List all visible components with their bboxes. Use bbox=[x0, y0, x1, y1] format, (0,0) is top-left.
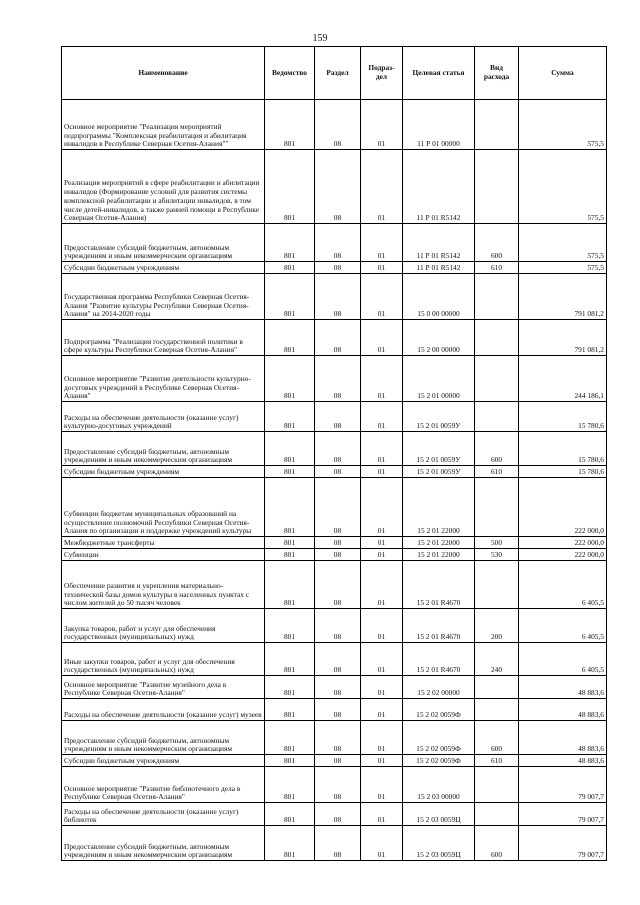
row-department: 801 bbox=[265, 609, 315, 643]
row-department: 801 bbox=[265, 150, 315, 224]
row-expense-type: 200 bbox=[475, 609, 519, 643]
row-subsection: 01 bbox=[361, 432, 403, 466]
row-department: 801 bbox=[265, 561, 315, 609]
row-section: 08 bbox=[315, 466, 361, 478]
row-target-article: 15 2 00 00000 bbox=[403, 320, 475, 356]
row-section: 08 bbox=[315, 561, 361, 609]
row-subsection: 01 bbox=[361, 561, 403, 609]
row-target-article: 15 2 02 0059Ф bbox=[403, 721, 475, 755]
row-name: Расходы на обеспечение деятельности (оказание услуг) музеев bbox=[62, 699, 265, 721]
table-row bbox=[62, 150, 607, 224]
row-name: Подпрограмма "Реализация государственной политики в сфере культуры Республики Северная Осетия-Алания" bbox=[62, 320, 265, 356]
row-name: Субсидии бюджетным учреждениям bbox=[62, 466, 265, 478]
row-subsection: 01 bbox=[361, 150, 403, 224]
row-section: 08 bbox=[315, 356, 361, 402]
row-name: Субвенции bbox=[62, 549, 265, 561]
row-amount: 244 186,1 bbox=[519, 356, 607, 402]
page-number: 159 bbox=[312, 33, 328, 44]
row-amount: 15 780,6 bbox=[519, 466, 607, 478]
row-subsection: 01 bbox=[361, 224, 403, 262]
table-row bbox=[62, 466, 607, 478]
row-section: 08 bbox=[315, 224, 361, 262]
row-expense-type: 610 bbox=[475, 755, 519, 767]
row-amount: 48 883,6 bbox=[519, 721, 607, 755]
row-expense-type bbox=[475, 274, 519, 320]
row-expense-type bbox=[475, 402, 519, 432]
row-target-article: 15 2 03 00000 bbox=[403, 767, 475, 803]
row-name: Предоставление субсидий бюджетным, автономным учреждениям и иным некоммерческим организациям bbox=[62, 721, 265, 755]
row-name: Иные закупки товаров, работ и услуг для обеспечения государственных (муниципальных) нужд bbox=[62, 643, 265, 676]
row-section: 08 bbox=[315, 699, 361, 721]
row-target-article: 11 Р 01 R5142 bbox=[403, 224, 475, 262]
row-name: Расходы на обеспечение деятельности (оказание услуг) библиотек bbox=[62, 803, 265, 826]
row-section: 08 bbox=[315, 609, 361, 643]
row-department: 801 bbox=[265, 356, 315, 402]
row-department: 801 bbox=[265, 466, 315, 478]
row-department: 801 bbox=[265, 643, 315, 676]
table-row bbox=[62, 561, 607, 609]
row-section: 08 bbox=[315, 150, 361, 224]
row-target-article: 15 2 02 0059Ф bbox=[403, 699, 475, 721]
row-amount: 79 007,7 bbox=[519, 767, 607, 803]
table-row bbox=[62, 478, 607, 537]
row-subsection: 01 bbox=[361, 402, 403, 432]
row-section: 08 bbox=[315, 549, 361, 561]
row-expense-type: 530 bbox=[475, 549, 519, 561]
row-department: 801 bbox=[265, 478, 315, 537]
row-department: 801 bbox=[265, 320, 315, 356]
row-expense-type bbox=[475, 150, 519, 224]
header-expense-type: Вид расхода bbox=[475, 47, 519, 100]
row-section: 08 bbox=[315, 537, 361, 549]
row-amount: 79 007,7 bbox=[519, 803, 607, 826]
header-name: Наименование bbox=[62, 47, 265, 100]
row-target-article: 15 2 02 00000 bbox=[403, 676, 475, 699]
table-row bbox=[62, 100, 607, 150]
row-section: 08 bbox=[315, 721, 361, 755]
row-name: Закупка товаров, работ и услуг для обеспечения государственных (муниципальных) нужд bbox=[62, 609, 265, 643]
row-subsection: 01 bbox=[361, 549, 403, 561]
row-department: 801 bbox=[265, 432, 315, 466]
row-amount: 48 883,6 bbox=[519, 699, 607, 721]
row-expense-type: 240 bbox=[475, 643, 519, 676]
row-name: Предоставление субсидий бюджетным, автономным учреждениям и иным некоммерческим организациям bbox=[62, 224, 265, 262]
row-amount: 575,5 bbox=[519, 100, 607, 150]
table-row bbox=[62, 274, 607, 320]
row-target-article: 15 2 01 R4670 bbox=[403, 609, 475, 643]
row-target-article: 15 2 01 R4670 bbox=[403, 561, 475, 609]
row-department: 801 bbox=[265, 755, 315, 767]
row-department: 801 bbox=[265, 100, 315, 150]
row-department: 801 bbox=[265, 274, 315, 320]
table-row bbox=[62, 826, 607, 861]
row-name: Основное мероприятие "Развитие библиотечного дела в Республике Северная Осетия-Алания" bbox=[62, 767, 265, 803]
row-department: 801 bbox=[265, 699, 315, 721]
row-expense-type bbox=[475, 100, 519, 150]
row-section: 08 bbox=[315, 676, 361, 699]
table-header bbox=[62, 47, 607, 100]
row-expense-type: 610 bbox=[475, 466, 519, 478]
row-amount: 6 405,5 bbox=[519, 561, 607, 609]
row-department: 801 bbox=[265, 262, 315, 274]
row-subsection: 01 bbox=[361, 274, 403, 320]
row-expense-type bbox=[475, 561, 519, 609]
header-target-article: Целевая статья bbox=[403, 47, 475, 100]
table-row bbox=[62, 320, 607, 356]
table-body bbox=[62, 100, 607, 861]
row-target-article: 11 Р 01 R5142 bbox=[403, 262, 475, 274]
budget-table bbox=[61, 46, 607, 861]
header-amount: Сумма bbox=[519, 47, 607, 100]
row-amount: 222 000,0 bbox=[519, 549, 607, 561]
row-target-article: 11 Р 01 00000 bbox=[403, 100, 475, 150]
row-expense-type bbox=[475, 803, 519, 826]
row-target-article: 15 2 03 0059Ц bbox=[403, 803, 475, 826]
row-expense-type bbox=[475, 699, 519, 721]
row-section: 08 bbox=[315, 402, 361, 432]
row-expense-type: 610 bbox=[475, 262, 519, 274]
row-section: 08 bbox=[315, 826, 361, 861]
row-expense-type bbox=[475, 320, 519, 356]
row-section: 08 bbox=[315, 643, 361, 676]
row-section: 08 bbox=[315, 100, 361, 150]
row-target-article: 15 2 01 22000 bbox=[403, 549, 475, 561]
row-name: Субсидии бюджетным учреждениям bbox=[62, 262, 265, 274]
row-name: Межбюджетные трансферты bbox=[62, 537, 265, 549]
row-department: 801 bbox=[265, 549, 315, 561]
row-subsection: 01 bbox=[361, 803, 403, 826]
row-department: 801 bbox=[265, 721, 315, 755]
row-expense-type bbox=[475, 356, 519, 402]
row-subsection: 01 bbox=[361, 466, 403, 478]
row-name: Субсидии бюджетным учреждениям bbox=[62, 755, 265, 767]
table-row bbox=[62, 755, 607, 767]
row-amount: 6 405,5 bbox=[519, 643, 607, 676]
table-row bbox=[62, 699, 607, 721]
row-expense-type: 600 bbox=[475, 224, 519, 262]
row-expense-type: 600 bbox=[475, 432, 519, 466]
row-expense-type bbox=[475, 767, 519, 803]
header-section: Раздел bbox=[315, 47, 361, 100]
row-section: 08 bbox=[315, 803, 361, 826]
row-target-article: 15 2 03 0059Ц bbox=[403, 826, 475, 861]
row-expense-type bbox=[475, 676, 519, 699]
row-target-article: 15 0 00 00000 bbox=[403, 274, 475, 320]
row-department: 801 bbox=[265, 826, 315, 861]
row-subsection: 01 bbox=[361, 100, 403, 150]
row-amount: 222 000,0 bbox=[519, 478, 607, 537]
row-section: 08 bbox=[315, 262, 361, 274]
row-target-article: 15 2 01 0059У bbox=[403, 432, 475, 466]
table-row bbox=[62, 224, 607, 262]
row-subsection: 01 bbox=[361, 699, 403, 721]
row-subsection: 01 bbox=[361, 826, 403, 861]
row-name: Государственная программа Республики Северная Осетия-Алания "Развитие культуры Республики Северная Осетия-Алания" на 2014-2020 годы bbox=[62, 274, 265, 320]
row-section: 08 bbox=[315, 274, 361, 320]
row-subsection: 01 bbox=[361, 478, 403, 537]
row-amount: 48 883,6 bbox=[519, 755, 607, 767]
table-row bbox=[62, 549, 607, 561]
row-target-article: 15 2 02 0059Ф bbox=[403, 755, 475, 767]
row-name: Обеспечение развития и укрепления материально-технической базы домов культуры в населенных пунктах с числом жителей до 50 тысяч человек bbox=[62, 561, 265, 609]
row-target-article: 15 2 01 0059У bbox=[403, 466, 475, 478]
row-name: Основное мероприятие "Развитие музейного дела в Республике Северная Осетия-Алания" bbox=[62, 676, 265, 699]
row-department: 801 bbox=[265, 676, 315, 699]
row-section: 08 bbox=[315, 432, 361, 466]
row-name: Предоставление субсидий бюджетным, автономным учреждениям и иным некоммерческим организациям bbox=[62, 826, 265, 861]
row-section: 08 bbox=[315, 755, 361, 767]
row-expense-type: 600 bbox=[475, 721, 519, 755]
row-amount: 48 883,6 bbox=[519, 676, 607, 699]
row-subsection: 01 bbox=[361, 609, 403, 643]
row-target-article: 11 Р 01 R5142 bbox=[403, 150, 475, 224]
row-expense-type: 600 bbox=[475, 826, 519, 861]
row-target-article: 15 2 01 22000 bbox=[403, 478, 475, 537]
row-section: 08 bbox=[315, 767, 361, 803]
row-target-article: 15 2 01 0059У bbox=[403, 402, 475, 432]
row-subsection: 01 bbox=[361, 767, 403, 803]
row-subsection: 01 bbox=[361, 676, 403, 699]
row-subsection: 01 bbox=[361, 356, 403, 402]
row-amount: 575,5 bbox=[519, 224, 607, 262]
table-row bbox=[62, 721, 607, 755]
header-department: Ведомство bbox=[265, 47, 315, 100]
row-department: 801 bbox=[265, 537, 315, 549]
row-amount: 6 405,5 bbox=[519, 609, 607, 643]
row-amount: 15 780,6 bbox=[519, 402, 607, 432]
row-name: Основное мероприятие "Развитие деятельности культурно-досуговых учреждений в Республике Северная Осетия-Алания" bbox=[62, 356, 265, 402]
row-target-article: 15 2 01 00000 bbox=[403, 356, 475, 402]
row-section: 08 bbox=[315, 478, 361, 537]
table-row bbox=[62, 643, 607, 676]
row-section: 08 bbox=[315, 320, 361, 356]
row-department: 801 bbox=[265, 803, 315, 826]
row-subsection: 01 bbox=[361, 537, 403, 549]
table-row bbox=[62, 609, 607, 643]
row-target-article: 15 2 01 R4670 bbox=[403, 643, 475, 676]
table-row bbox=[62, 767, 607, 803]
row-name: Реализация мероприятий в сфере реабилитации и абилитации инвалидов (Формирование условий для развития системы комплексной реабилитации и абилитации инвалидов, в том числе детей-инвалидов, а также ранней помощи в Республике Северная Осетия-Алания) bbox=[62, 150, 265, 224]
row-target-article: 15 2 01 22000 bbox=[403, 537, 475, 549]
table-row bbox=[62, 537, 607, 549]
row-subsection: 01 bbox=[361, 721, 403, 755]
row-amount: 791 081,2 bbox=[519, 274, 607, 320]
table-row bbox=[62, 262, 607, 274]
table-row bbox=[62, 402, 607, 432]
row-department: 801 bbox=[265, 402, 315, 432]
row-name: Расходы на обеспечение деятельности (оказание услуг) культурно-досуговых учреждений bbox=[62, 402, 265, 432]
table-row bbox=[62, 356, 607, 402]
row-name: Предоставление субсидий бюджетным, автономным учреждениям и иным некоммерческим организациям bbox=[62, 432, 265, 466]
row-name: Субвенции бюджетам муниципальных образований на осуществление полномочий Республики Северная Осетия-Алания по организации и поддержке учреждений культуры bbox=[62, 478, 265, 537]
row-expense-type bbox=[475, 478, 519, 537]
header-subsection: Подраз-дел bbox=[361, 47, 403, 100]
row-subsection: 01 bbox=[361, 262, 403, 274]
table-row bbox=[62, 803, 607, 826]
row-name: Основное мероприятие "Реализация мероприятий подпрограммы "Комплексная реабилитация и абилитация инвалидов в Республике Северная Осетия-Алания"" bbox=[62, 100, 265, 150]
row-amount: 222 000,0 bbox=[519, 537, 607, 549]
row-amount: 575,5 bbox=[519, 150, 607, 224]
row-department: 801 bbox=[265, 767, 315, 803]
row-amount: 79 007,7 bbox=[519, 826, 607, 861]
row-expense-type: 500 bbox=[475, 537, 519, 549]
table-row bbox=[62, 676, 607, 699]
row-subsection: 01 bbox=[361, 643, 403, 676]
row-amount: 791 081,2 bbox=[519, 320, 607, 356]
row-department: 801 bbox=[265, 224, 315, 262]
row-amount: 575,5 bbox=[519, 262, 607, 274]
row-subsection: 01 bbox=[361, 320, 403, 356]
row-amount: 15 780,6 bbox=[519, 432, 607, 466]
table-row bbox=[62, 432, 607, 466]
row-subsection: 01 bbox=[361, 755, 403, 767]
